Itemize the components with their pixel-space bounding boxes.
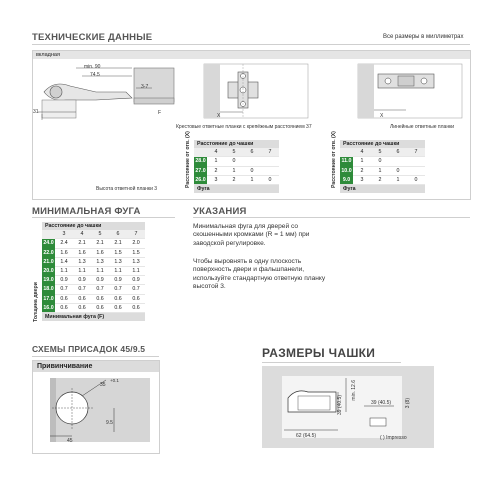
table-cell: 1.4 <box>55 257 73 266</box>
table-cell: 1.5 <box>109 248 127 257</box>
dim-39-40-5-vert: 39 (40.5) <box>337 395 343 416</box>
row-header: 17.0 <box>43 295 54 302</box>
table-cell: 0.6 <box>127 303 145 312</box>
table-cell: 0.9 <box>109 276 127 285</box>
table-cell: 1.3 <box>73 257 91 266</box>
units-note: Все размеры в миллиметрах <box>383 34 464 40</box>
table-cell: 1.1 <box>73 266 91 275</box>
drilling-drawing <box>36 374 156 450</box>
table-cell: 0 <box>407 175 425 184</box>
dim-3-7: 3-7 <box>141 84 149 90</box>
table-row <box>340 175 425 184</box>
panel-tab-label: вкладная <box>33 51 470 59</box>
divider <box>32 356 159 357</box>
dim-35-tol: +0.1 <box>110 378 119 383</box>
table-title: Расстояние до чашки <box>340 140 425 148</box>
col-header: 7 <box>127 230 145 239</box>
table-cell: 1.6 <box>91 248 109 257</box>
dim-3-8: 3 (8) <box>405 398 411 409</box>
col-header: 7 <box>407 148 425 157</box>
table-cell: 0.6 <box>91 294 109 303</box>
row-header: 18.0 <box>43 286 54 293</box>
table-row <box>42 285 145 294</box>
divider <box>32 44 470 45</box>
divider <box>193 217 470 218</box>
dim-31: 31 <box>33 109 39 115</box>
dim-min-12-6: min. 12.6 <box>351 380 357 401</box>
table-cell: 2.1 <box>109 239 127 248</box>
table-cell <box>261 157 279 166</box>
dim-745: 74.5 <box>90 72 100 78</box>
table-cell: 1 <box>225 166 243 175</box>
table-foot: Фуга <box>194 184 279 193</box>
dim-35: 35 <box>100 382 106 388</box>
table-cell: 2 <box>225 175 243 184</box>
table-cell <box>407 166 425 175</box>
row-header: 16.0 <box>43 304 54 311</box>
table-cell: 0.6 <box>73 294 91 303</box>
row-header: 20.0 <box>43 268 54 275</box>
table-row <box>194 157 279 166</box>
row-header: 10.0 <box>341 167 352 174</box>
table-cell: 0.7 <box>73 285 91 294</box>
dim-45: 45 <box>67 438 73 444</box>
col-header: 6 <box>243 148 261 157</box>
table-row <box>194 175 279 184</box>
linear-plate-drawing <box>356 62 466 122</box>
table-cell: 2.4 <box>55 239 73 248</box>
table-row <box>42 294 145 303</box>
table-row <box>194 166 279 175</box>
table-cell: 0.6 <box>109 303 127 312</box>
gap-table-linear <box>340 140 425 193</box>
table-cell: 1.1 <box>127 266 145 275</box>
table-cell: 1.6 <box>73 248 91 257</box>
row-header: 27.0 <box>195 167 206 174</box>
caption-height: Высота ответной планки 3 <box>96 186 158 192</box>
notes-paragraph-2: Чтобы выровнять в одну плоскость поверхность двери и фальшпанели, используйте стандартную ответную планку высотой 3. <box>193 258 326 290</box>
table-cell: 0.9 <box>55 276 73 285</box>
row-header: 19.0 <box>43 277 54 284</box>
table-cell: 1.3 <box>109 257 127 266</box>
table-cell <box>389 157 407 166</box>
table-cell: 0.9 <box>127 276 145 285</box>
table-cell: 2 <box>371 175 389 184</box>
table-cell: 0.6 <box>55 294 73 303</box>
table-cell: 0 <box>389 166 407 175</box>
table-cell: 2.1 <box>73 239 91 248</box>
table-cell: 0.6 <box>127 294 145 303</box>
table-cell: 0.6 <box>73 303 91 312</box>
caption-cross: Крестовые ответные планки с крепёжным расстоянием 37 <box>176 124 312 130</box>
axis-label: Расстояние от отв. (X) <box>185 131 191 188</box>
page-title: ТЕХНИЧЕСКИЕ ДАННЫЕ <box>32 32 153 43</box>
table-foot: Фуга <box>340 184 425 193</box>
table-foot: Минимальная фуга (F) <box>42 312 145 321</box>
table-cell: 0.7 <box>109 285 127 294</box>
table-cell: 1.3 <box>127 257 145 266</box>
divider <box>32 217 175 218</box>
divider <box>262 362 401 363</box>
min-gap-table <box>42 222 145 321</box>
table-cell: 0.6 <box>55 303 73 312</box>
row-header: 24.0 <box>43 240 54 247</box>
dim-f: F <box>158 110 162 116</box>
table-cell: 0.7 <box>91 285 109 294</box>
hinge-side-drawing <box>36 62 176 122</box>
col-header: 4 <box>353 148 371 157</box>
row-header: 21.0 <box>43 258 54 265</box>
col-header: 7 <box>261 148 279 157</box>
table-cell: 1.1 <box>109 266 127 275</box>
table-cell: 0.6 <box>91 303 109 312</box>
table-cell: 1 <box>353 157 371 166</box>
table-row <box>42 303 145 312</box>
caption-linear: Линейные ответные планки <box>390 124 455 130</box>
dim-x-linear: X <box>380 113 384 119</box>
table-title: Расстояние до чашки <box>42 222 145 230</box>
dim-39-40-5: 39 (40.5) <box>371 400 392 406</box>
table-cell: 3 <box>207 175 225 184</box>
table-cell: 1 <box>389 175 407 184</box>
table-cell: 1 <box>243 175 261 184</box>
row-header: 26.0 <box>195 176 206 183</box>
table-cell: 0 <box>261 175 279 184</box>
table-cell: 1.3 <box>91 257 109 266</box>
gap-table-cross <box>194 140 279 193</box>
table-cell <box>243 157 261 166</box>
table-cell: 0.6 <box>109 294 127 303</box>
notes-title: УКАЗАНИЯ <box>193 206 247 217</box>
panel-head: Привинчивание <box>33 361 159 372</box>
table-row <box>340 157 425 166</box>
table-cell: 1 <box>207 157 225 166</box>
col-header: 5 <box>91 230 109 239</box>
table-row <box>42 266 145 275</box>
table-cell: 1.1 <box>91 266 109 275</box>
table-cell: 0.9 <box>73 276 91 285</box>
table-cell: 0 <box>225 157 243 166</box>
col-header: 4 <box>73 230 91 239</box>
table-cell <box>261 166 279 175</box>
table-cell <box>407 157 425 166</box>
axis-label: Толщина двери <box>33 282 39 322</box>
min-gap-title: МИНИМАЛЬНАЯ ФУГА <box>32 206 141 217</box>
dim-95: 9.5 <box>106 420 113 426</box>
col-header: 3 <box>55 230 73 239</box>
table-row <box>42 239 145 248</box>
impresso-legend: ( ) Impresso <box>380 435 407 441</box>
table-cell: 0.7 <box>127 285 145 294</box>
table-cell: 0.9 <box>91 276 109 285</box>
col-header: 5 <box>371 148 389 157</box>
notes-paragraph-1: Минимальная фуга для дверей со скошенными кромками (R = 1 мм) при заводской регулировке. <box>193 223 310 247</box>
table-cell: 1.6 <box>55 248 73 257</box>
table-row <box>42 257 145 266</box>
dim-x-cross: X <box>217 113 221 119</box>
drilling-title: СХЕМЫ ПРИСАДОК 45/9.5 <box>32 344 146 354</box>
table-cell: 1 <box>371 166 389 175</box>
row-header: 28.0 <box>195 158 206 165</box>
table-row <box>42 276 145 285</box>
table-cell: 2 <box>353 166 371 175</box>
table-cell: 1.5 <box>127 248 145 257</box>
table-cell: 0.7 <box>55 285 73 294</box>
axis-label: Расстояние от отв. (X) <box>331 131 337 188</box>
col-header: 4 <box>207 148 225 157</box>
cup-title: РАЗМЕРЫ ЧАШКИ <box>262 346 376 360</box>
table-cell: 2.1 <box>91 239 109 248</box>
table-title: Расстояние до чашки <box>194 140 279 148</box>
table-cell: 0 <box>243 166 261 175</box>
table-cell: 2.0 <box>127 239 145 248</box>
table-row <box>340 166 425 175</box>
row-header: 9.0 <box>340 175 353 184</box>
row-header: 11.0 <box>341 158 352 165</box>
table-cell: 0 <box>371 157 389 166</box>
table-cell: 3 <box>353 175 371 184</box>
row-header: 22.0 <box>43 249 54 256</box>
table-row <box>42 248 145 257</box>
table-cell: 2 <box>207 166 225 175</box>
col-header: 5 <box>225 148 243 157</box>
table-cell: 1.1 <box>55 266 73 275</box>
dim-min90: min. 90 <box>84 64 101 70</box>
col-header: 6 <box>389 148 407 157</box>
dim-62-64-5: 62 (64.5) <box>296 433 317 439</box>
col-header: 6 <box>109 230 127 239</box>
